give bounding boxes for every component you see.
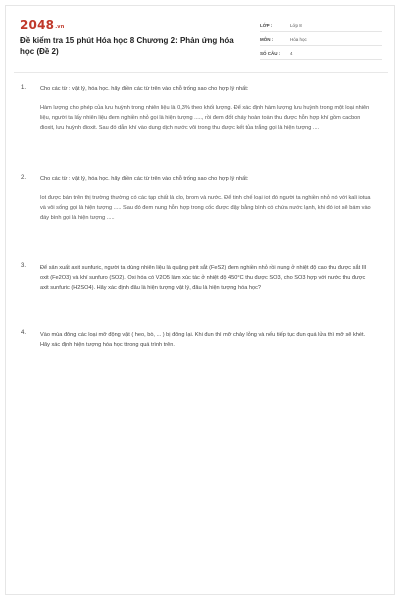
meta-value: Hóa học (290, 37, 307, 42)
question-body: Iot được bán trên thị trường thường có các tạp chất là clo, brom và nước. Để tinh chế loại iot đó người ta nghiền nhỏ nó với kali iotua và vôi sống gọi là hiện tượng ..... Sau đó đem nung hỗn hợp trong cốc được đậy bằng bình có chứa nước lạnh, khi đó iot sẽ bám vào đáy bình gọi là hiện tượng ..... (40, 195, 371, 221)
question-prompt: Cho các từ : vật lý, hóa học. hãy điền các từ trên vào chỗ trống sao cho hợp lý nhất: (40, 176, 249, 182)
question-number: 4. (21, 330, 27, 336)
question-number: 3. (21, 263, 27, 269)
logo-text: 2048 (20, 18, 55, 32)
meta-row-subject (260, 34, 382, 46)
site-logo[interactable] (20, 18, 65, 32)
document-title: Đề kiểm tra 15 phút Hóa học 8 Chương 2: Phản ứng hóa học (Đề 2) (20, 36, 234, 56)
logo-suffix: .vn (55, 24, 65, 30)
question-number: 1. (21, 85, 27, 91)
meta-value: 4 (290, 51, 293, 56)
meta-value: Lớp 8 (290, 23, 302, 28)
question-body: Hàm lượng cho phép của lưu huỳnh trong nhiên liệu là 0,3% theo khối lượng. Để xác định hàm lượng lưu huỳnh trong một loại nhiên liệu, người ta lấy nhiên liệu đem nghiền nhỏ gọi là hiện tượng ....., rồi đem đốt cháy hoàn toàn thu được hỗn hợp khí gồm cacbon đioxit, lưu huỳnh đioxit. Sau đó dẫn khí vào dung dịch nước vôi trong thu được kết tủa trắng gọi là hiện tượng .... (40, 105, 370, 131)
meta-key: LỚP : (260, 23, 273, 28)
meta-key: MÔN : (260, 37, 274, 42)
meta-row-grade (260, 20, 382, 32)
meta-row-question-count (260, 48, 382, 60)
document-meta (260, 20, 382, 62)
document-header (20, 16, 382, 66)
header-divider (14, 72, 388, 73)
question-prompt: Vào mùa đông các loại mỡ động vật ( heo, bò, ... ) bị đông lại. Khi đun thì mỡ chảy lỏng và nếu tiếp tục đun quá lửa thì mỡ sẽ khét. Hãy xác định hiện tượng hóa học ttrong quá trình trên. (40, 332, 366, 348)
question-prompt: Để sản xuất axit sunfuric, người ta dùng nhiên liệu là quặng pirit sắt (FeS2) đem nghiền nhỏ rồi nung ở nhiệt độ cao thu được sắt III oxit (Fe2O3) và khí sunfuro (SO2). Oxi hóa có V2O5 làm xúc tác ở nhiệt độ 450°C thu được SO3, cho SO3 hợp với nước thu được axit sunfuric (H2SO4). Hãy xác định đâu là hiện tượng vật lý, đâu là hiện tượng hóa học? (40, 265, 367, 291)
question-prompt: Cho các từ : vật lý, hóa học. hãy điền các từ trên vào chỗ trống sao cho hợp lý nhất: (40, 86, 249, 92)
question-number: 2. (21, 175, 27, 181)
meta-key: SỐ CÂU : (260, 51, 281, 56)
document-page (5, 5, 395, 595)
